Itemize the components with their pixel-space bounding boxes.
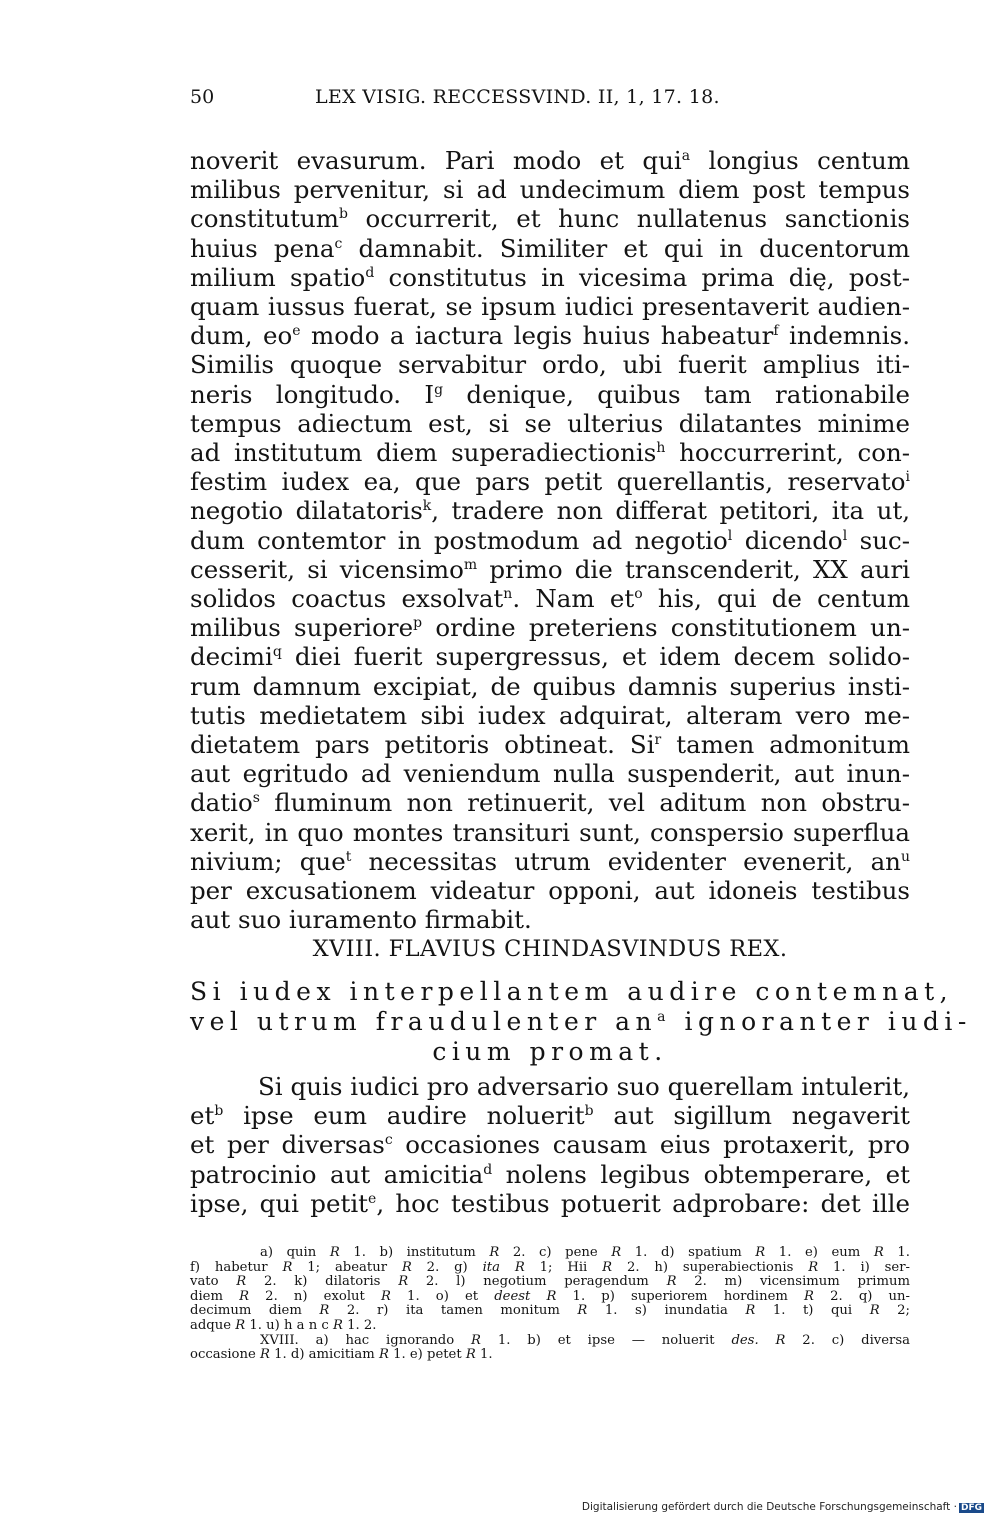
footnote-line: diem R 2. n) exolut R 1. o) et deest R 1. p) superiorem hordinem R 2. q) un- [190, 1288, 910, 1304]
digitization-note: Digitalisierung gefördert durch die Deutsche Forschungsgemeinschaft · [581, 1501, 957, 1513]
text-line: xerit, in quo montes transituri sunt, conspersio superflua [190, 817, 910, 847]
text-line: constitutum$^b$ occurrerit, et hunc nullatenus sanctionis [190, 204, 910, 234]
chapter-heading: XVIII. FLAVIUS CHINDASVINDUS REX. [312, 936, 788, 962]
footnote-line: a) quin R 1. b) institutum R 2. c) pene R 1. d) spatium R 1. e) eum R 1. [260, 1245, 910, 1260]
text-line: Similis quoque servabitur ordo, ubi fuerit amplius iti- [190, 350, 910, 380]
text-line: nivium; que$^t$ necessitas utrum evidenter evenerit, $an^u$ [190, 846, 910, 876]
text-line: dum, $eo^e$ modo a iactura legis huius habeatur$^f$ indemnis. [190, 321, 910, 351]
text-line: ipse, qui petit$^e$, hoc testibus potuerit adprobare: det ille [190, 1188, 911, 1218]
rubric-line: vel utrum fraudulenter $an^a$ ignoranter iudi- [190, 1007, 972, 1036]
text-line: festim iudex ea, que pars petit querellantis, reservato$^i$ [190, 467, 910, 497]
text-line: milium spatio$^d$ constitutus in vicesima prima dię, post- [190, 262, 910, 292]
footnote-line: decimum diem R 2. r) ita tamen monitum R 1. s) inundatia R 1. t) qui R 2; [190, 1303, 910, 1319]
text-line: datio$^s$ fluminum non retinuerit, vel aditum non obstru- [190, 788, 910, 818]
text-line: quam iussus fuerat, se ipsum iudici presentaverit audien- [190, 292, 910, 322]
page-number: 50 [190, 86, 215, 108]
text-line: milibus pervenitur, si ad undecimum diem post tempus [190, 175, 910, 205]
chapter-text-body [190, 1072, 910, 1218]
text-line: ad institutum diem superadiectionis$^h$ hoccurrerint, con- [190, 438, 910, 468]
text-line: milibus superiore$^p$ ordine preteriens constitutionem un- [190, 613, 910, 643]
footnote-line: vato R 2. k) dilatoris R 2. l) negotium peragendum R 2. m) vicensimum primum [190, 1274, 910, 1290]
footnote-line: XVIII. a) hac ignorando R 1. b) et ipse — noluerit des. R 2. c) diversa [260, 1332, 910, 1348]
text-line: tempus adiectum est, si se ulterius dilatantes minime [190, 408, 910, 438]
text-line: tutis medietatem sibi iudex adquirat, alteram vero me- [190, 700, 910, 730]
text-line: et per diversas$^c$ occasiones causam eius protaxerit, pro [190, 1130, 911, 1160]
text-line: negotio dilatatoris$^k$, tradere non differat petitori, ita ut, [190, 496, 911, 526]
text-line: $et^b$ ipse eum audire noluerit$^b$ aut sigillum negaverit [190, 1101, 910, 1131]
text-line: aut egritudo ad veniendum nulla suspenderit, aut inun- [190, 759, 910, 789]
text-line: patrocinio aut amicitia$^d$ nolens legibus obtemperare, et [190, 1159, 910, 1189]
page-header [190, 86, 910, 116]
text-line: dietatem pars petitoris obtineat. Si$^r$ tamen admonitum [190, 730, 910, 760]
critical-apparatus-footnotes [190, 1246, 910, 1363]
footnote-line: occasione R 1. d) amicitiam R 1. e) petet R 1. [190, 1347, 493, 1363]
text-line: huius pena$^c$ damnabit. Similiter et qui in ducentorum [190, 233, 910, 263]
text-line: Si quis iudici pro adversario suo querellam intulerit, [258, 1072, 910, 1101]
text-line: solidos coactus exsolvat$^n$. Nam $et^o$ his, qui de centum [190, 584, 911, 614]
footnote-line: f) habetur R 1; abeatur R 2. g) ita R 1; Hii R 2. h) superabiectionis R 1. i) ser- [190, 1259, 910, 1275]
dfg-logo: DFG [960, 1503, 982, 1513]
text-line: cesserit, si vicensimo$^m$ primo die transcenderit, XX auri [190, 554, 910, 584]
running-title: LEX VISIG. RECCESSVIND. II, 1, 17. 18. [315, 86, 720, 108]
text-line: noverit evasurum. Pari modo et qui$^a$ longius centum [190, 146, 911, 175]
text-line: neris longitudo. $I^g$ denique, quibus tam rationabile [190, 379, 910, 409]
text-line: per excusationem videatur opponi, aut idoneis testibus [190, 876, 910, 906]
text-line: decimi$^q$ diei fuerit supergressus, et idem decem solido- [190, 642, 910, 672]
text-line: aut suo iuramento firmabit. [190, 905, 532, 935]
digitization-credit [582, 1501, 984, 1513]
text-line: dum contemtor in postmodum ad negotio$^l$ dicendo$^l$ suc- [190, 525, 910, 555]
chapter-rubric [190, 977, 972, 1067]
text-line: rum damnum excipiat, de quibus damnis superius insti- [190, 671, 910, 701]
law-text-body [190, 146, 910, 934]
rubric-line: cium promat. [432, 1037, 668, 1066]
rubric-line: Si iudex interpellantem audire contemnat, [190, 977, 954, 1006]
footnote-line: adque R 1. u) h a n c R 1. 2. [190, 1317, 377, 1333]
